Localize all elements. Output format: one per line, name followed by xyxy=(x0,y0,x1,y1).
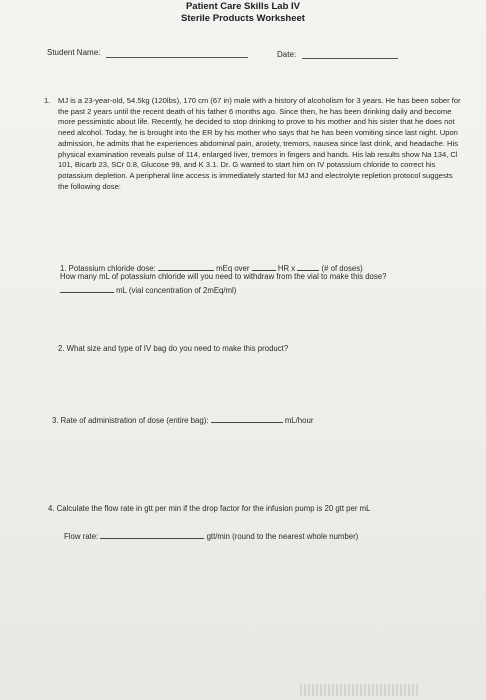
dose-blank xyxy=(158,262,214,271)
page-smudge xyxy=(300,684,420,696)
q1-ml-line xyxy=(60,284,236,297)
q3-label: 3. Rate of administration of dose (entire bag): xyxy=(52,416,209,425)
q1-doses: (# of doses) xyxy=(321,264,363,273)
ml-blank xyxy=(60,284,114,293)
q1-label: 1. Potassium chloride dose: xyxy=(60,264,156,273)
q3-unit: mL/hour xyxy=(284,416,314,425)
q1-ml-note: mL (vial concentration of 2mEq/ml) xyxy=(116,286,237,295)
flow-rate-line xyxy=(64,530,358,543)
question-2: 2. What size and type of IV bag do you need to make this product? xyxy=(58,344,289,353)
worksheet-subtitle: Sterile Products Worksheet xyxy=(181,13,305,24)
case-scenario xyxy=(44,96,464,192)
worksheet-title: Patient Care Skills Lab IV xyxy=(185,1,301,12)
q1-question: How many mL of potassium chloride will you need to withdraw from the vial to make this dose? xyxy=(60,272,387,281)
date-label: Date: xyxy=(277,50,297,59)
q1-hr-x: HR x xyxy=(277,264,296,273)
case-number: 1. xyxy=(44,96,51,105)
student-name-label: Student Name: xyxy=(47,48,101,57)
q1-meq-over: mEq over xyxy=(216,264,250,273)
case-text: MJ is a 23-year-old, 54.5kg (120lbs), 170 cm (67 in) male with a history of alcoholism for 3 years. He has been sober for the past 2 years until the recent death of his father 6 months ago. Since then, he has been drinking daily and become more pessimistic about life. Recently, he decided to stop drinking to prove to his mother and his sister that he does not need alcohol. Today, he is brought into the ER by his mother who says that he has been vomiting since last night. Upon admission, he admits that he experiences abdominal pain, anxiety, tremors, nausea since last drink, and headache. His physical examination reveals pulse of 114, enlarged liver, tremors in fingers and hands. His lab results show Na 134, Cl 101, Bicarb 23, SCr 0.8, Glucose 99, and K 3.1. Dr. G wanted to start him on IV potassium chloride to correct his potassium depletion. A peripheral line access is immediately started for MJ and electrolyte repletion protocol suggests the following dose: xyxy=(58,96,461,191)
hours-blank xyxy=(252,262,276,271)
question-4: 4. Calculate the flow rate in gtt per min if the drop factor for the infusion pump is 20 gtt per mL xyxy=(48,504,371,513)
date-line xyxy=(302,58,398,59)
rate-blank xyxy=(211,414,283,423)
flow-rate-unit: gtt/min (round to the nearest whole number) xyxy=(206,532,359,541)
student-name-line xyxy=(106,57,248,58)
doses-blank xyxy=(297,262,319,271)
flow-rate-blank xyxy=(100,530,204,539)
flow-rate-label: Flow rate: xyxy=(64,532,99,541)
question-3 xyxy=(52,414,313,427)
